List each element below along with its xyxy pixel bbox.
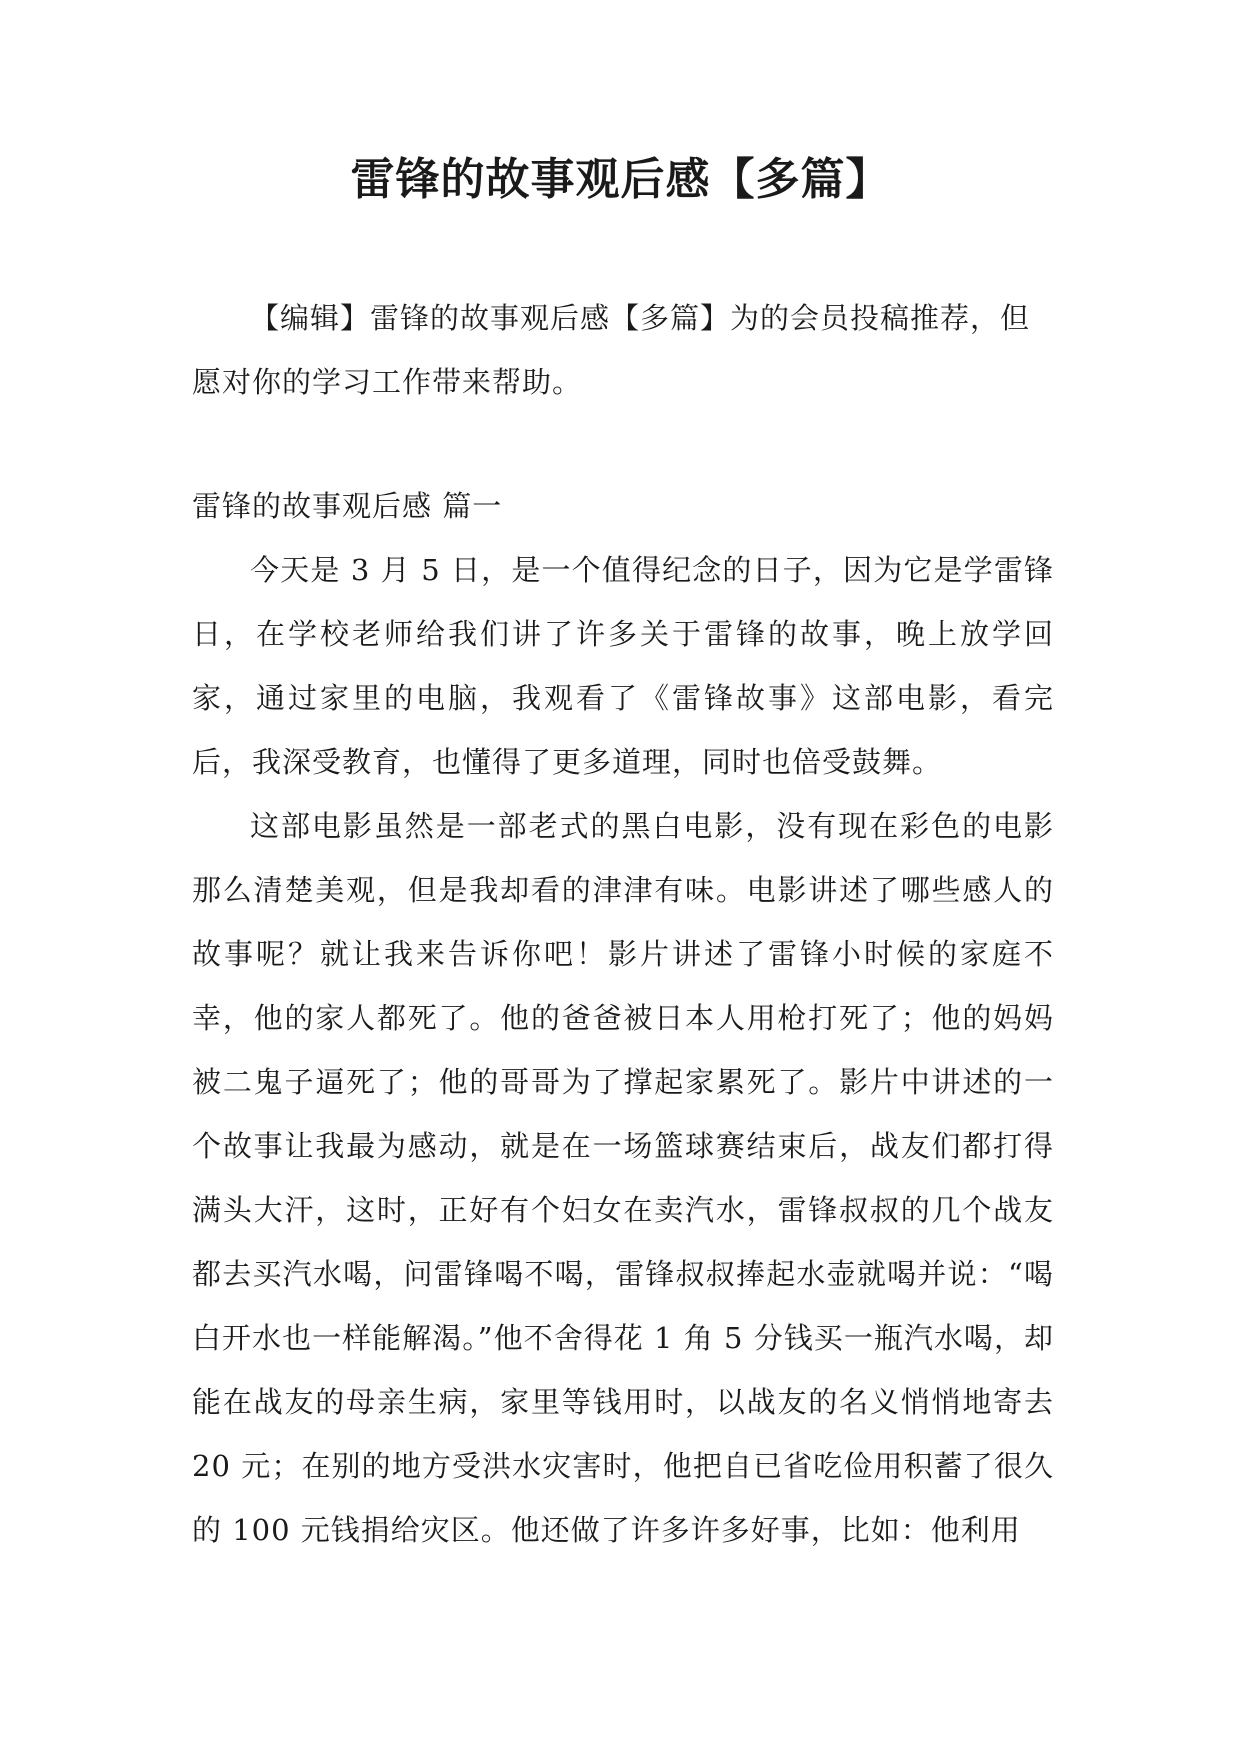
intro-paragraph: 【编辑】雷锋的故事观后感【多篇】为的会员投稿推荐，但愿对你的学习工作带来帮助。 (192, 301, 1031, 399)
body-paragraph-2: 这部电影虽然是一部老式的黑白电影，没有现在彩色的电影那么清楚美观，但是我却看的津津有味。电影讲述了哪些感人的故事呢？就让我来告诉你吧！影片讲述了雷锋小时候的家庭不幸，他的家人都死了。他的爸爸被日本人用枪打死了；他的妈妈被二鬼子逼死了；他的哥哥为了撑起家累死了。影片中讲述的一个故事让我最为感动，就是在一场篮球赛结束后，战友们都打得满头大汗，这时，正好有个妇女在卖汽水，雷锋叔叔的几个战友都去买汽水喝，问雷锋喝不喝，雷锋叔叔捧起水壶就喝并说：“喝白开水也一样能解渴。”他不舍得花 1 角 5 分钱买一瓶汽水喝，却能在战友的母亲生病，家里等钱用时，以战友的名义悄悄地寄去 20 元；在别的地方受洪水灾害时，他把自已省吃俭用积蓄了很久的 100 元钱捐给灾区。他还做了许多许多好事，比如：他利用 (192, 809, 1054, 1547)
section-heading: 雷锋的故事观后感 篇一 (192, 489, 503, 523)
document-title: 雷锋的故事观后感【多篇】 (350, 154, 891, 205)
body-paragraph-1: 今天是 3 月 5 日，是一个值得纪念的日子，因为它是学雷锋日，在学校老师给我们讲了许多关于雷锋的故事，晚上放学回家，通过家里的电脑，我观看了《雷锋故事》这部电影，看完后，我深受教育，也懂得了更多道理，同时也倍受鼓舞。 (192, 553, 1054, 779)
document-body (192, 286, 1054, 1562)
